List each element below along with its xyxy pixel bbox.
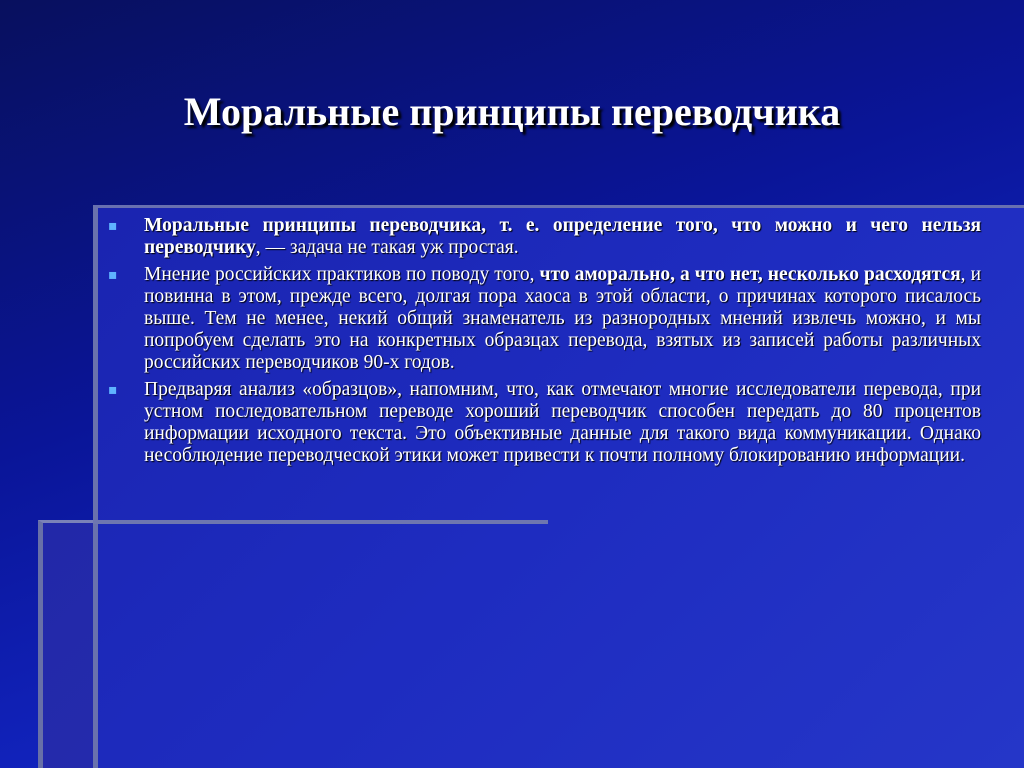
bullet-item-3 [106,379,981,467]
bullet-3-text: Предваряя анализ «образцов», напомним, что, как отмечают многие исследователи перевода, при устном последовательном переводе хороший переводчик способен передать до 80 процентов информации исходного текста. Это объективные данные для такого вида коммуникации. Однако несоблюдение переводческой этики может привести к почти полному блокированию информации. [144,379,981,466]
square-bullet-icon: ▪ [108,218,118,234]
slide-title: Моральные принципы переводчика [183,89,841,134]
bullet-2-bold-text: что аморально, а что нет, несколько расходятся [539,264,961,285]
bullet-item-1 [106,215,981,259]
square-bullet-icon: ▪ [108,382,118,398]
square-bullet-icon: ▪ [108,267,118,283]
decorative-panel-edge [93,520,548,524]
bullet-item-2 [106,264,981,374]
bullet-1-text: , — задача не такая уж простая. [255,237,519,258]
bullet-2-text-start: Мнение российских практиков по поводу того, [144,264,540,285]
slide-body [106,215,981,472]
bullet-2-text-end: , и повинна в этом, прежде всего, долгая пора хаоса в этой области, о причинах которого писалось выше. Тем не менее, некий общий знаменатель из разнородных мнений извлечь можно, и мы попробуем сделать это на конкретных образцах перевода, взятых из записей работы различных российских переводчиков 90-х годов. [144,264,982,373]
bullet-1-bold-text: Моральные принципы переводчика, т. е. определение того, что можно и чего нельзя переводчику [144,215,981,258]
